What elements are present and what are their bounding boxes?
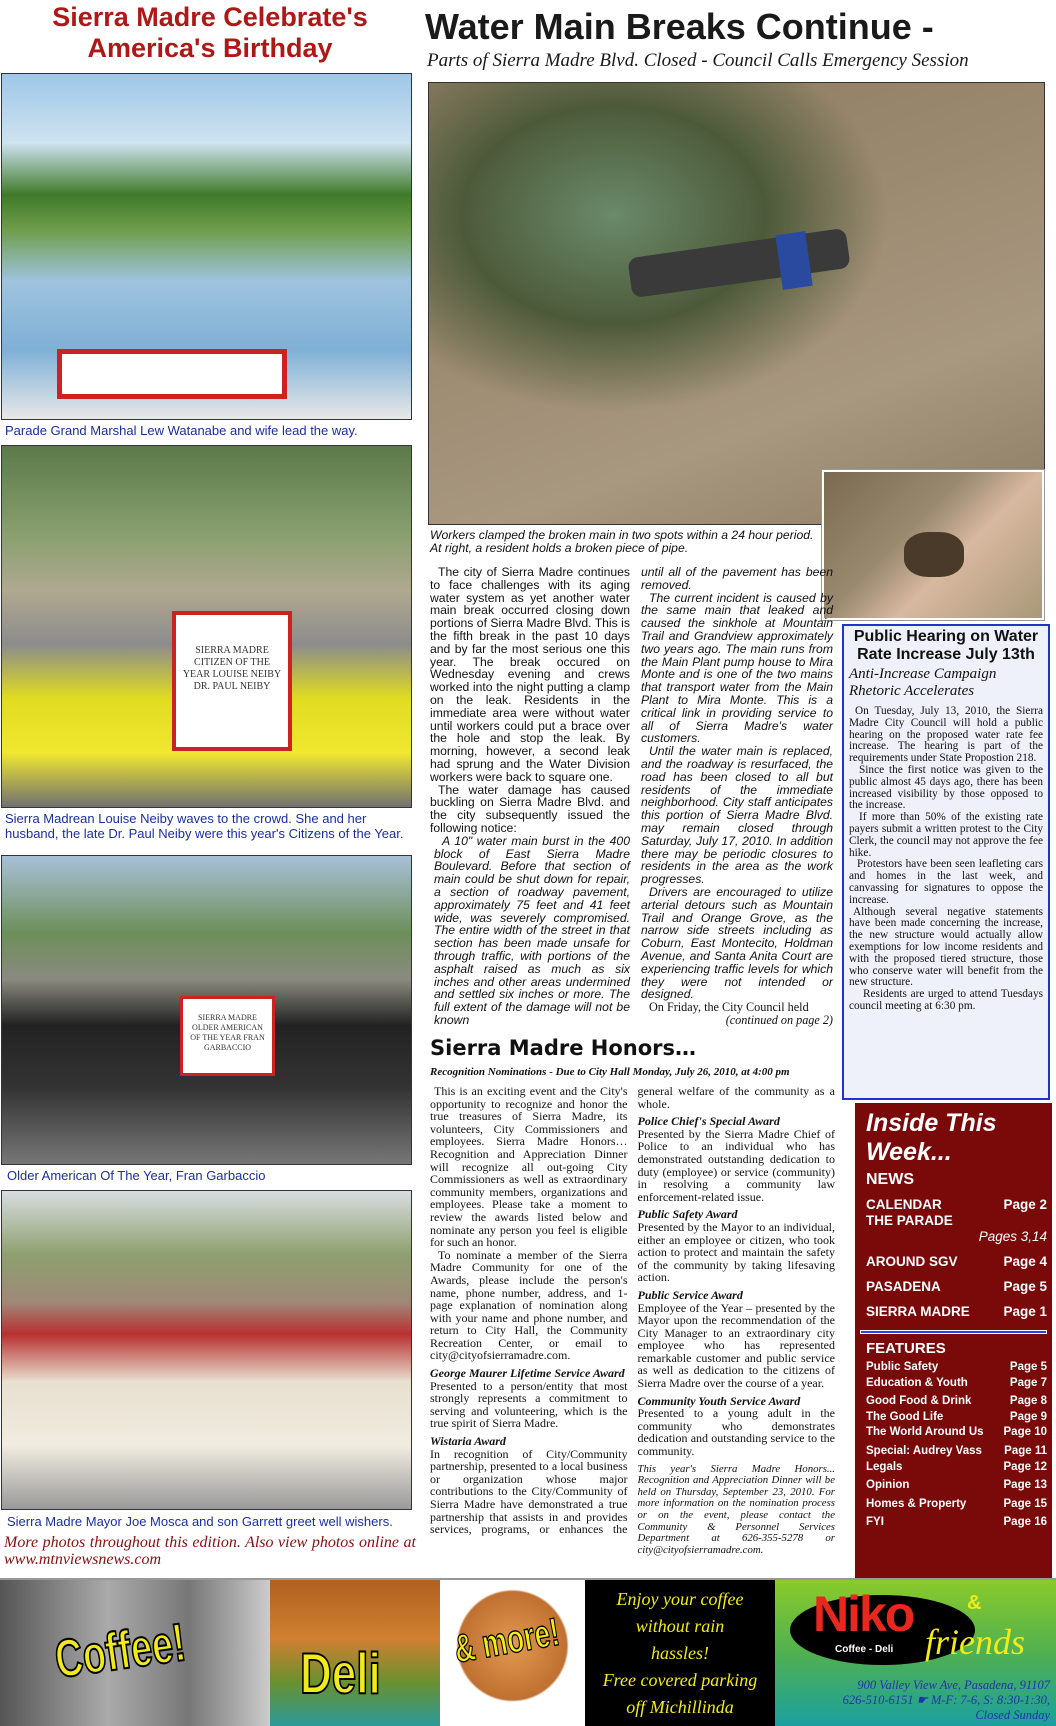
hearing-paragraph: Protestors have been seen leafleting cars and homes in the last week, and canvassing for signatures to oppose the increase. (849, 858, 1043, 906)
ad-tagline-line: without rain (635, 1616, 725, 1636)
toc-label: THE PARADE (866, 1213, 953, 1228)
toc-page: Page 1 (1003, 1304, 1047, 1319)
toc-label: The Good Life (866, 1410, 944, 1423)
toc-label: Opinion (866, 1479, 910, 1492)
hearing-paragraph: Since the first notice was given to the public almost 45 days ago, there has been increased visibility by those opposed to the increase. (849, 763, 1043, 812)
award-name: Police Chief's Special Award (637, 1114, 780, 1129)
ad-tagline-line: off Michillinda (626, 1697, 734, 1717)
toc-item[interactable] (866, 1394, 1047, 1410)
niko-ad-banner[interactable] (0, 1578, 1056, 1724)
ad-tagline-line: Free covered parking (602, 1670, 758, 1690)
toc-page: Page 9 (1009, 1410, 1047, 1423)
toc-page: Pages 3,14 (978, 1229, 1047, 1244)
parade-photo-mayor (1, 1190, 412, 1510)
article-paragraph: The current incident is caused by the same main that leaked and caused the sinkhole at Mountain Trail and Grandview approximately two years ago. The main runs from the Main Plant pump house to Mira Monte and is one of the two mains that transport water from the Main Plant to Mira Monte. This is a critical link in providing service to all of Sierra Madre's water customers. (641, 590, 833, 746)
toc-page: Page 13 (1003, 1479, 1047, 1492)
ad-more-text: & more! (450, 1609, 563, 1671)
ad-more-panel (440, 1580, 585, 1726)
parade-photo-citizen-of-year (1, 445, 412, 808)
article-paragraph: until all of the pavement has been removed. (641, 565, 833, 592)
toc-label: PASADENA (866, 1279, 941, 1294)
toc-item[interactable] (866, 1279, 1047, 1295)
toc-page: Page 10 (1003, 1426, 1047, 1439)
award-name: Public Service Award (637, 1287, 743, 1302)
city-notice: A 10" water main burst in the 400 block of East Sierra Madre Boulevard. Before that section of main could be shut down for repair, a section of roadway pavement, approximately 75 feet and 41 feet wide, was severely compromised. The entire width of the street in that section has been made unsafe for through traffic, with portions of the asphalt raised as much as six inches and other areas undermined and settled six inches or more. The full extent of the damage will not be known (434, 833, 630, 1027)
toc-item[interactable] (866, 1410, 1047, 1426)
hearing-paragraph: On Tuesday, July 13, 2010, the Sierra Madre City Council will hold a public hearing on the proposed water rate fee increase. The hearing is part of the requirements under State Propostion 218. (849, 705, 1043, 765)
toc-label: FYI (866, 1516, 884, 1529)
honors-subtitle: Recognition Nominations - Due to City Hall Monday, July 26, 2010, at 4:00 pm (430, 1066, 790, 1078)
photo-caption: Older American Of The Year, Fran Garbaccio (7, 1168, 266, 1183)
toc-page: Page 2 (1003, 1197, 1047, 1212)
award-text: In recognition of City/Community partnership, presented to a local business or organization whose major contributions to the City/Community of Sierra Madre have demonstrated a true partnership that assists in and provides services, programs, or enhances the general welfare of the community as a whole. (430, 1084, 835, 1537)
toc-page: Page 4 (1003, 1254, 1047, 1269)
hearing-paragraph: Residents are urged to attend Tuesdays council meeting at 6:30 pm. (849, 988, 1043, 1012)
ad-deli-panel (270, 1580, 440, 1726)
toc-item[interactable] (866, 1515, 1047, 1531)
honors-paragraph: To nominate a member of the Sierra Madre Community for one of the Awards, please include the person's name, phone number, address, and 1-page explanation of nomination along with your name and phone number, and return to City Hall, the Community Recreation Center, or email to city@cityofsierramadre.com. (430, 1247, 628, 1363)
toc-item[interactable] (866, 1254, 1047, 1270)
niko-logo-sub: Coffee - Deli (835, 1644, 894, 1655)
honors-title: Sierra Madre Honors… (430, 1036, 697, 1060)
section-divider (860, 1330, 1047, 1334)
honors-paragraph: This is an exciting event and the City's opportunity to recognize and honor the true treasures of Sierra Madre, its volunteers, City Commissioners and employees. Sierra Madre Honors… Recognition and Appreciation Dinner will recognize all out-going City Commissioners as well as extraordinary community members, organizations and employees. Please take a moment to review the awards listed below and nominate any person you feel is eligible for such an honor. (430, 1084, 628, 1250)
photo-caption: Parade Grand Marshal Lew Watanabe and wife lead the way. (5, 423, 358, 438)
toc-item[interactable] (866, 1478, 1047, 1494)
niko-logo-text: Niko (813, 1586, 914, 1642)
ad-tagline-panel (585, 1580, 775, 1726)
award-name: Wistaria Award (430, 1434, 506, 1449)
niko-logo-amp: & (967, 1592, 982, 1614)
article-paragraph: The water damage has caused buckling on Sierra Madre Blvd. and the city subsequently issued the following notice: (430, 782, 630, 835)
main-headline: Water Main Breaks Continue - (425, 6, 934, 47)
toc-page: Page 11 (1004, 1444, 1047, 1457)
toc-page: Page 7 (1009, 1376, 1047, 1389)
water-main-photo (428, 82, 1045, 525)
broken-pipe-photo (822, 470, 1044, 620)
ad-niko-panel (775, 1580, 1056, 1726)
water-photo-caption: Workers clamped the broken main in two spots within a 24 hour period. At right, a resident holds a broken piece of pipe. (430, 528, 814, 555)
toc-item[interactable] (866, 1460, 1047, 1476)
award-name: George Maurer Lifetime Service Award (430, 1366, 625, 1381)
toc-page: Page 5 (1009, 1361, 1047, 1373)
ad-tagline-line: Enjoy your coffee (616, 1589, 744, 1609)
main-subhead: Parts of Sierra Madre Blvd. Closed - Council Calls Emergency Session (427, 50, 969, 71)
toc-item[interactable] (866, 1304, 1047, 1320)
left-headline: Sierra Madre Celebrate's America's Birthday (52, 2, 368, 63)
hearing-paragraph: Although several negative statements have been made concerning the increase, the new structure would actually allow exemptions for low income residents and with the proposed tiered structure, those who conserve water will benefit from the new structure. (849, 905, 1043, 989)
toc-label: Education & Youth (866, 1376, 968, 1389)
citizen-sign: SIERRA MADRE CITIZEN OF THE YEAR LOUISE NEIBY DR. PAUL NEIBY (172, 611, 292, 751)
award-name: Community Youth Service Award (637, 1393, 801, 1408)
award-text: Presented to a person/entity that most strongly represents a commitment to serving and volunteering, which is the true spirit of Sierra Madre. (430, 1378, 628, 1431)
photo-caption: Sierra Madre Mayor Joe Mosca and son Garrett greet well wishers. (7, 1514, 393, 1529)
toc-label: Public Safety (866, 1361, 939, 1373)
toc-item[interactable] (866, 1376, 1047, 1392)
toc-label: SIERRA MADRE (866, 1304, 970, 1319)
older-american-sign: SIERRA MADRE OLDER AMERICAN OF THE YEAR FRAN GARBACCIO (180, 996, 275, 1076)
toc-label: Homes & Property (866, 1497, 967, 1510)
award-name: Public Safety Award (637, 1207, 738, 1222)
toc-item[interactable] (866, 1197, 1047, 1213)
ad-phone-hours: 626-510-6151 ☛ M-F: 7-6, S: 8:30-1:30, (842, 1693, 1050, 1707)
award-text: Employee of the Year – presented by the Mayor upon the recommendation of the City Manager to an extraordinary city employee who has represented remarkable customer and public service as well as dedication to the citizens of Sierra Madre over the course of a year. (637, 1300, 835, 1391)
ad-coffee-panel (0, 1580, 270, 1726)
toc-label: Special: Audrey Vass (866, 1444, 982, 1457)
toc-item[interactable] (866, 1213, 1047, 1245)
toc-item[interactable] (866, 1497, 1047, 1513)
toc-item[interactable] (866, 1425, 1047, 1441)
toc-page: Page 12 (1003, 1460, 1047, 1473)
honors-footer: This year's Sierra Madre Honors... Recognition and Appreciation Dinner will be held on Thursday, September 23, 2010. For more information on the nomination process or on the event, please contact the Community & Personnel Services Department at 626-355-5278 or city@cityofsierramadre.com. (637, 1462, 835, 1556)
article-paragraph: The city of Sierra Madre continues to face challenges with its aging water system as yet another water main break occurred closing down portions of Sierra Madre Blvd. This is the fifth break in the past 10 days and by far the most serious one this year. The break occured on Wednesday evening and crews worked into the night putting a clamp on the leak. Residents in the immediate area were without water until workers could put a brace over the hole and stop the leak. By morning, however, a second leak had sprung and the Water Division workers were back to square one. (430, 565, 630, 784)
honors-columns (430, 1085, 835, 1556)
toc-page: Page 16 (1003, 1516, 1047, 1529)
ad-address: 900 Valley View Ave, Pasadena, 91107 (857, 1678, 1050, 1692)
photo-caption: Sierra Madrean Louise Neiby waves to the crowd. She and her husband, the late Dr. Paul Neiby were this year's Citizens of the Year. (5, 811, 404, 841)
news-label: NEWS (866, 1171, 914, 1188)
award-text: Presented to a young adult in the community who demonstrates dedication and outstanding service to the community. (637, 1406, 835, 1459)
ad-closed: Closed Sunday (975, 1708, 1050, 1722)
toc-page: Page 5 (1003, 1279, 1047, 1294)
toc-page: Page 8 (1009, 1395, 1047, 1408)
niko-logo-friends: friends (925, 1622, 1026, 1662)
article-column-1 (430, 566, 630, 1027)
toc-label: AROUND SGV (866, 1254, 958, 1269)
toc-item[interactable] (866, 1444, 1047, 1460)
inside-this-week-box (855, 1103, 1052, 1578)
hearing-paragraph: If more than 50% of the existing rate payers submit a written protest to the City Clerk, the council may not approve the fee hike. (849, 811, 1043, 859)
ad-tagline-line: hassles! (651, 1643, 709, 1663)
hearing-title: Public Hearing on Water Rate Increase July 13th (853, 628, 1039, 663)
toc-label: The World Around Us (866, 1426, 984, 1439)
toc-item[interactable] (866, 1360, 1047, 1376)
article-column-2 (641, 566, 833, 1027)
more-photos-note: More photos throughout this edition. Also view photos online at www.mtnviewsnews.com (4, 1534, 416, 1568)
continued-link[interactable]: (continued on page 2) (725, 1012, 833, 1027)
toc-label: Good Food & Drink (866, 1395, 972, 1408)
toc-label: CALENDAR (866, 1197, 942, 1212)
article-paragraph: On Friday, the City Council held (649, 1000, 809, 1015)
hearing-subtitle: Anti-Increase Campaign Rhetoric Accelerates (849, 666, 997, 699)
features-label: FEATURES (866, 1340, 946, 1357)
ad-coffee-text: Coffee! (51, 1613, 190, 1691)
toc-page: Page 15 (1003, 1497, 1047, 1510)
award-text: Presented by the Sierra Madre Chief of Police to an individual who has demonstrated outstanding dedication to duty (employee) or service (community) in resolving a community law enforcement-related issue. (637, 1126, 835, 1204)
award-text: Presented by the Mayor to an individual, either an employee or citizen, who took action to protect and maintain the safety of the community by taking lifesaving action. (637, 1219, 835, 1285)
inside-title: Inside This Week... (866, 1109, 997, 1166)
article-paragraph: Until the water main is replaced, and the roadway is resurfaced, the road has been closed to all but residents of the immediate neighborhood. City staff anticipates this portion of Sierra Madre Blvd. may remain closed through Saturday, July 17, 2010. In addition there may be periodic closures to residents in the area as the work progresses. (641, 744, 833, 887)
article-paragraph: Drivers are encouraged to utilize arterial detours such as Mountain Trail and Orange Grove, as the narrow side streets including as Coburn, East Montecito, Holdman Avenue, and Santa Anita Court are experiencing traffic levels for which they were not intended or designed. (641, 884, 833, 1002)
ad-deli-text: Deli (300, 1642, 381, 1707)
toc-label: Legals (866, 1460, 903, 1473)
parade-photo-grand-marshal (1, 73, 412, 420)
parade-photo-older-american (1, 855, 412, 1165)
public-hearing-box (842, 624, 1050, 1100)
